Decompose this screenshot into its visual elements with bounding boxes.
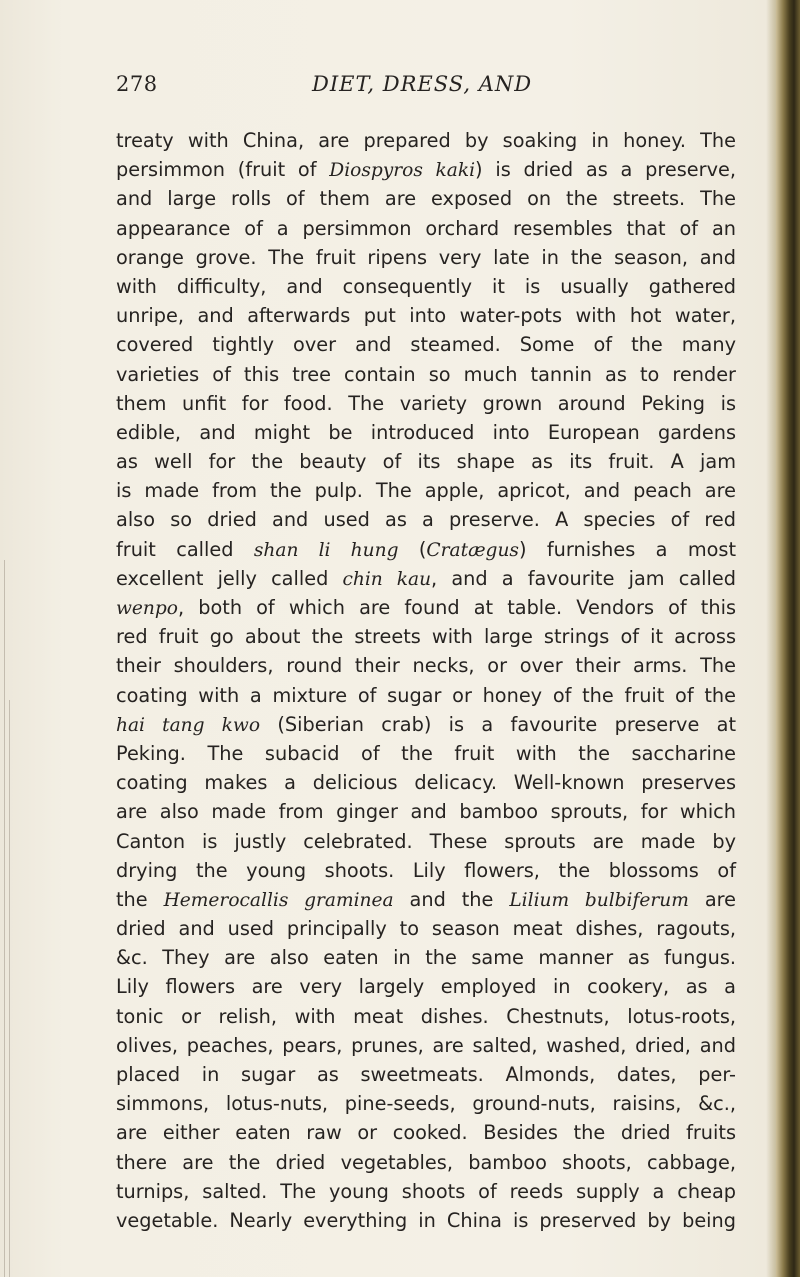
- text-line: [116, 768, 736, 797]
- italic-term: Cratægus: [426, 539, 519, 561]
- text-line: [116, 681, 736, 710]
- text-segment: placed in sugar as sweetmeats. Almonds, dates, per-: [116, 1063, 736, 1086]
- text-segment: (: [398, 537, 427, 561]
- text-line: [116, 535, 736, 564]
- body-paragraph: [116, 126, 736, 1235]
- running-title: DIET, DRESS, AND: [312, 72, 533, 96]
- text-segment: are also made from ginger and bamboo sprouts, for which: [116, 800, 736, 824]
- text-segment: varieties of this tree contain so much tannin as to render: [116, 362, 736, 386]
- text-segment: there are the dried vegetables, bamboo shoots, cabbage,: [116, 1150, 736, 1174]
- text-segment: as well for the beauty of its shape as its fruit. A jam: [116, 450, 736, 474]
- text-segment: red fruit go about the streets with large strings of it across: [116, 625, 736, 649]
- text-line: [116, 243, 736, 272]
- text-segment: dried and used principally to season meat dishes, ragouts,: [116, 917, 736, 941]
- text-segment: Lily flowers are very largely employed in cookery, as a: [116, 975, 736, 999]
- text-segment: fruit called: [116, 537, 254, 561]
- italic-term: wenpo: [116, 598, 178, 619]
- text-segment: turnips, salted. The young shoots of reeds supply a cheap: [116, 1179, 736, 1203]
- italic-term: Hemerocallis graminea: [163, 889, 394, 911]
- text-segment: are either eaten raw or cooked. Besides the dried fruits: [116, 1121, 736, 1145]
- text-line: [116, 593, 736, 622]
- text-segment: ) is dried as a preserve,: [475, 158, 736, 182]
- text-line: [116, 1206, 736, 1235]
- text-segment: and large rolls of them are exposed on the streets. The: [116, 187, 736, 211]
- text-segment: covered tightly over and steamed. Some of the many: [116, 333, 736, 357]
- text-segment: excellent jelly called: [116, 566, 343, 590]
- text-line: [116, 1089, 736, 1118]
- text-segment: unripe, and afterwards put into water-pots with hot water,: [116, 304, 736, 328]
- text-line: [116, 651, 736, 680]
- text-segment: Peking. The subacid of the fruit with the saccharine: [116, 741, 736, 765]
- text-line: [116, 272, 736, 301]
- text-segment: their shoulders, round their necks, or over their arms. The: [116, 654, 736, 678]
- text-segment: is made from the pulp. The apple, apricot, and peach are: [116, 479, 736, 503]
- italic-term: shan li hung: [253, 539, 399, 561]
- text-segment: Canton is justly celebrated. These sprouts are made by: [116, 829, 736, 853]
- text-segment: persimmon (fruit of: [116, 158, 330, 182]
- text-segment: drying the young shoots. Lily flowers, the blossoms of: [116, 858, 736, 882]
- text-line: [116, 827, 736, 856]
- text-line: [116, 301, 736, 330]
- text-line: [116, 710, 736, 739]
- text-line: [116, 1060, 736, 1089]
- text-segment: olives, peaches, pears, prunes, are salted, washed, dried, and: [116, 1033, 736, 1057]
- page-header: [116, 72, 736, 102]
- text-line: [116, 184, 736, 213]
- text-segment: coating with a mixture of sugar or honey of the fruit of the: [116, 683, 736, 707]
- text-line: [116, 622, 736, 651]
- text-line: [116, 1118, 736, 1147]
- text-segment: with difficulty, and consequently it is usually gathered: [116, 274, 736, 298]
- text-line: [116, 476, 736, 505]
- text-segment: vegetable. Nearly everything in China is preserved by being: [116, 1208, 736, 1232]
- italic-term: hai tang kwo: [116, 714, 261, 736]
- text-line: [116, 856, 736, 885]
- text-line: [116, 1177, 736, 1206]
- text-segment: edible, and might be introduced into European gardens: [116, 420, 736, 444]
- text-line: [116, 505, 736, 534]
- text-segment: ) furnishes a most: [518, 537, 737, 561]
- text-line: [116, 418, 736, 447]
- text-line: [116, 1148, 736, 1177]
- text-line: [116, 214, 736, 243]
- text-segment: coating makes a delicious delicacy. Well-known preserves: [116, 771, 736, 795]
- binding-shadow: [766, 0, 776, 1277]
- italic-term: Lilium bulbiferum: [509, 889, 689, 911]
- text-segment: are: [688, 887, 736, 911]
- text-line: [116, 1031, 736, 1060]
- text-line: [116, 360, 736, 389]
- italic-term: Diospyros kaki: [329, 160, 476, 182]
- text-line: [116, 330, 736, 359]
- text-line: [116, 389, 736, 418]
- text-segment: , and a favourite jam called: [431, 566, 736, 590]
- text-line: [116, 1002, 736, 1031]
- gutter-shadow-line: [4, 560, 5, 1277]
- gutter-shadow-line: [9, 700, 10, 1277]
- text-segment: &c. They are also eaten in the same manner as fungus.: [116, 946, 736, 970]
- text-line: [116, 447, 736, 476]
- text-segment: appearance of a persimmon orchard resembles that of an: [116, 216, 736, 240]
- text-segment: them unfit for food. The variety grown around Peking is: [116, 391, 736, 415]
- text-segment: (Siberian crab) is a favourite preserve at: [260, 712, 737, 736]
- text-line: [116, 972, 736, 1001]
- book-binding-edge: [776, 0, 800, 1277]
- text-line: [116, 943, 736, 972]
- text-line: [116, 797, 736, 826]
- page-number: 278: [116, 72, 158, 96]
- text-segment: simmons, lotus-nuts, pine-seeds, ground-nuts, raisins, &c.,: [116, 1092, 736, 1116]
- italic-term: chin kau: [342, 568, 432, 590]
- text-line: [116, 564, 736, 593]
- text-segment: tonic or relish, with meat dishes. Chestnuts, lotus-roots,: [116, 1004, 736, 1028]
- text-line: [116, 885, 736, 914]
- text-segment: orange grove. The fruit ripens very late in the season, and: [116, 245, 736, 269]
- text-line: [116, 914, 736, 943]
- text-line: [116, 126, 736, 155]
- text-segment: treaty with China, are prepared by soaking in honey. The: [116, 129, 736, 152]
- text-segment: and the: [393, 887, 510, 911]
- text-segment: also so dried and used as a preserve. A species of red: [116, 508, 736, 532]
- text-segment: the: [116, 887, 164, 911]
- text-line: [116, 155, 736, 184]
- text-segment: , both of which are found at table. Vendors of this: [178, 596, 736, 619]
- text-line: [116, 739, 736, 768]
